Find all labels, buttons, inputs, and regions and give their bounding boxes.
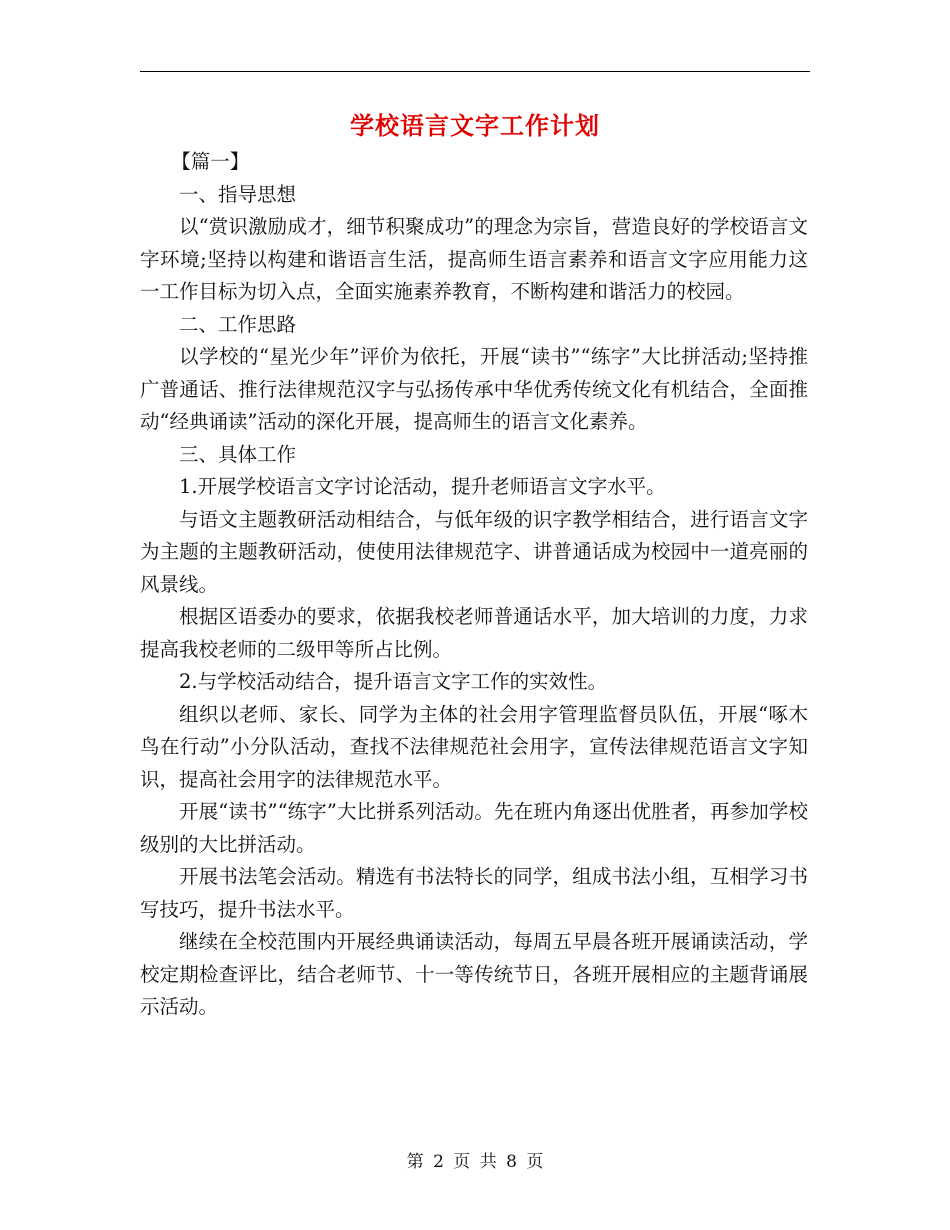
body-paragraph: 开展书法笔会活动。精选有书法特长的同学，组成书法小组，互相学习书写技巧，提升书法水平。 <box>140 865 808 921</box>
page-number: 第 2 页 共 8 页 <box>406 1152 544 1172</box>
body-paragraph: 组织以老师、家长、同学为主体的社会用字管理监督员队伍，开展“啄木鸟在行动”小分队活动，查找不法律规范社会用字，宣传法律规范语言文字知识，提高社会用字的法律规范水平。 <box>140 702 808 791</box>
section-label: 【篇一】 <box>171 150 250 173</box>
body-paragraph: 与语文主题教研活动相结合，与低年级的识字教学相结合，进行语言文字为主题的主题教研活动，使使用法律规范字、讲普通话成为校园中一道亮丽的风景线。 <box>140 507 808 596</box>
body-paragraph: 根据区语委办的要求，依据我校老师普通话水平，加大培训的力度，力求提高我校老师的二级甲等所占比例。 <box>140 605 808 661</box>
body-paragraph: 以学校的“星光少年”评价为依托，开展“读书”“练字”大比拼活动;坚持推广普通话、推行法律规范汉字与弘扬传承中华优秀传统文化有机结合，全面推动“经典诵读”活动的深化开展，提高师生的语言文化素养。 <box>140 345 808 433</box>
body-paragraph: 以“赏识激励成才，细节积聚成功”的理念为宗旨，营造良好的学校语言文字环境;坚持以构建和谐语言生活，提高师生语言素养和语言文字应用能力这一工作目标为切入点，全面实施素养教育，不断构建和谐活力的校园。 <box>140 215 808 303</box>
body-paragraph: 继续在全校范围内开展经典诵读活动，每周五早晨各班开展诵读活动，学校定期检查评比，结合老师节、十一等传统节日，各班开展相应的主题背诵展示活动。 <box>140 930 808 1018</box>
subsection-heading: 1.开展学校语言文字讨论活动，提升老师语言文字水平。 <box>179 475 666 498</box>
section-heading: 三、具体工作 <box>179 442 297 466</box>
document-body <box>140 146 808 1024</box>
section-heading: 一、指导思想 <box>179 182 297 206</box>
body-paragraph: 开展“读书”“练字”大比拼系列活动。先在班内角逐出优胜者，再参加学校级别的大比拼活动。 <box>140 800 808 856</box>
subsection-heading: 2.与学校活动结合，提升语言文字工作的实效性。 <box>179 670 608 693</box>
section-heading: 二、工作思路 <box>179 312 297 336</box>
header-rule <box>140 71 810 72</box>
document-title: 学校语言文字工作计划 <box>350 111 600 140</box>
